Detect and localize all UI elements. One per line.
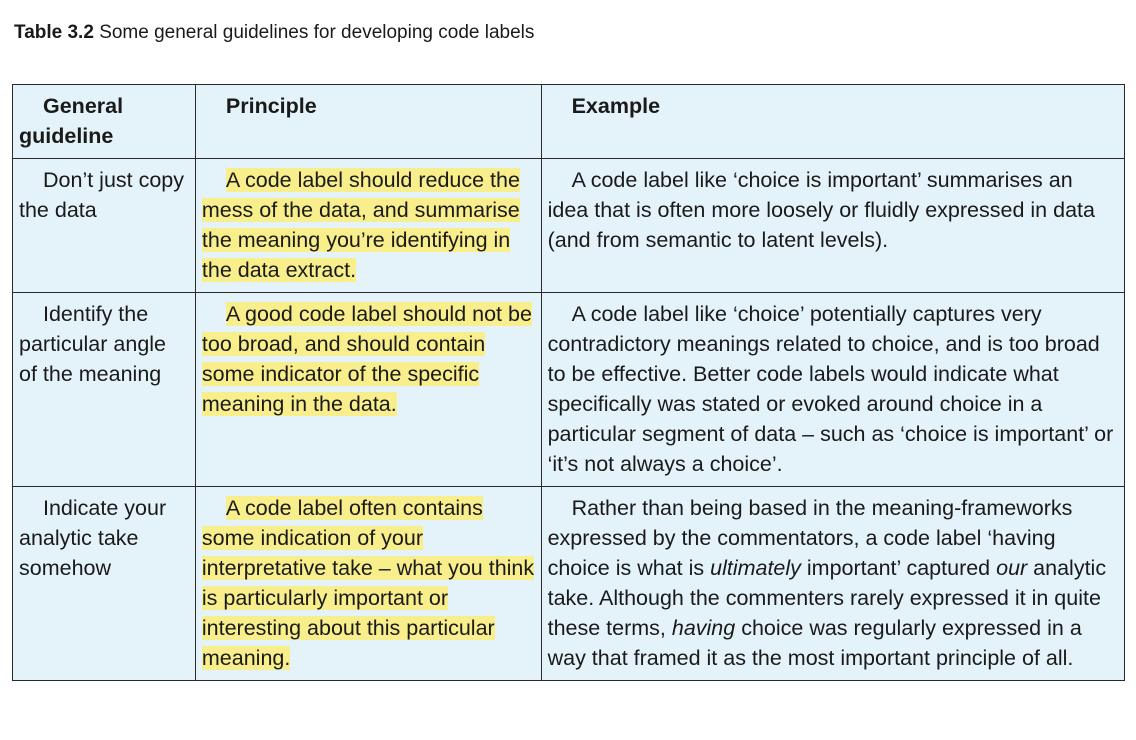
principle-highlight: A good code label should not be too broad, and should contain some indicator of the specific meaning in the data.	[201, 302, 532, 416]
guideline-text: Indicate your analytic take somehow	[19, 496, 167, 580]
table-row	[13, 293, 1125, 487]
header-example	[541, 85, 1124, 159]
table-title: Some general guidelines for developing code labels	[99, 22, 535, 43]
example-text: A code label like ‘choice’ potentially captures very contradictory meanings related to choice, and is too broad to be effective. Better code labels would indicate what specifically was stated or evoked around choice in a particular segment of data – such as ‘choice is important’ or ‘it’s not always a choice’.	[547, 302, 1114, 476]
table-caption	[14, 20, 534, 46]
header-guideline	[13, 85, 196, 159]
example-emphasis-3: having	[671, 616, 736, 640]
table-number: Table 3.2	[14, 22, 94, 43]
example-cell	[541, 159, 1124, 293]
guideline-text: Don’t just copy the data	[19, 168, 185, 222]
guidelines-table	[12, 84, 1125, 681]
example-part-4: choice was regularly expressed in a way that framed it as the most important principle of all.	[547, 616, 1082, 670]
principle-cell	[195, 159, 541, 293]
example-emphasis-1: ultimately	[710, 556, 801, 580]
principle-highlight: A code label should reduce the mess of the data, and summarise the meaning you’re identifying in the data extract.	[201, 168, 520, 282]
guideline-cell	[13, 487, 196, 681]
principle-highlight: A code label often contains some indication of your interpretative take – what you think is particularly important or interesting about this particular meaning.	[201, 496, 535, 670]
example-cell	[541, 293, 1124, 487]
example-text: A code label like ‘choice is important’ summarises an idea that is often more loosely or fluidly expressed in data (and from semantic to latent levels).	[547, 168, 1095, 252]
example-part-3: analytic take. Although the commenters rarely expressed it in quite these terms,	[547, 556, 1107, 640]
header-principle-text: Principle	[225, 94, 317, 118]
example-part-2: important’ captured	[800, 556, 997, 580]
guideline-text: Identify the particular angle of the meaning	[19, 302, 167, 386]
header-guideline-text: General guideline	[19, 94, 124, 148]
example-cell	[541, 487, 1124, 681]
guideline-cell	[13, 293, 196, 487]
principle-cell	[195, 293, 541, 487]
principle-cell	[195, 487, 541, 681]
header-principle	[195, 85, 541, 159]
guideline-cell	[13, 159, 196, 293]
table-header-row	[13, 85, 1125, 159]
example-emphasis-2: our	[996, 556, 1028, 580]
table-row	[13, 159, 1125, 293]
example-part-1: Rather than being based in the meaning-frameworks expressed by the commentators, a code label ‘having choice is what is	[547, 496, 1073, 580]
header-example-text: Example	[571, 94, 661, 118]
table-row	[13, 487, 1125, 681]
